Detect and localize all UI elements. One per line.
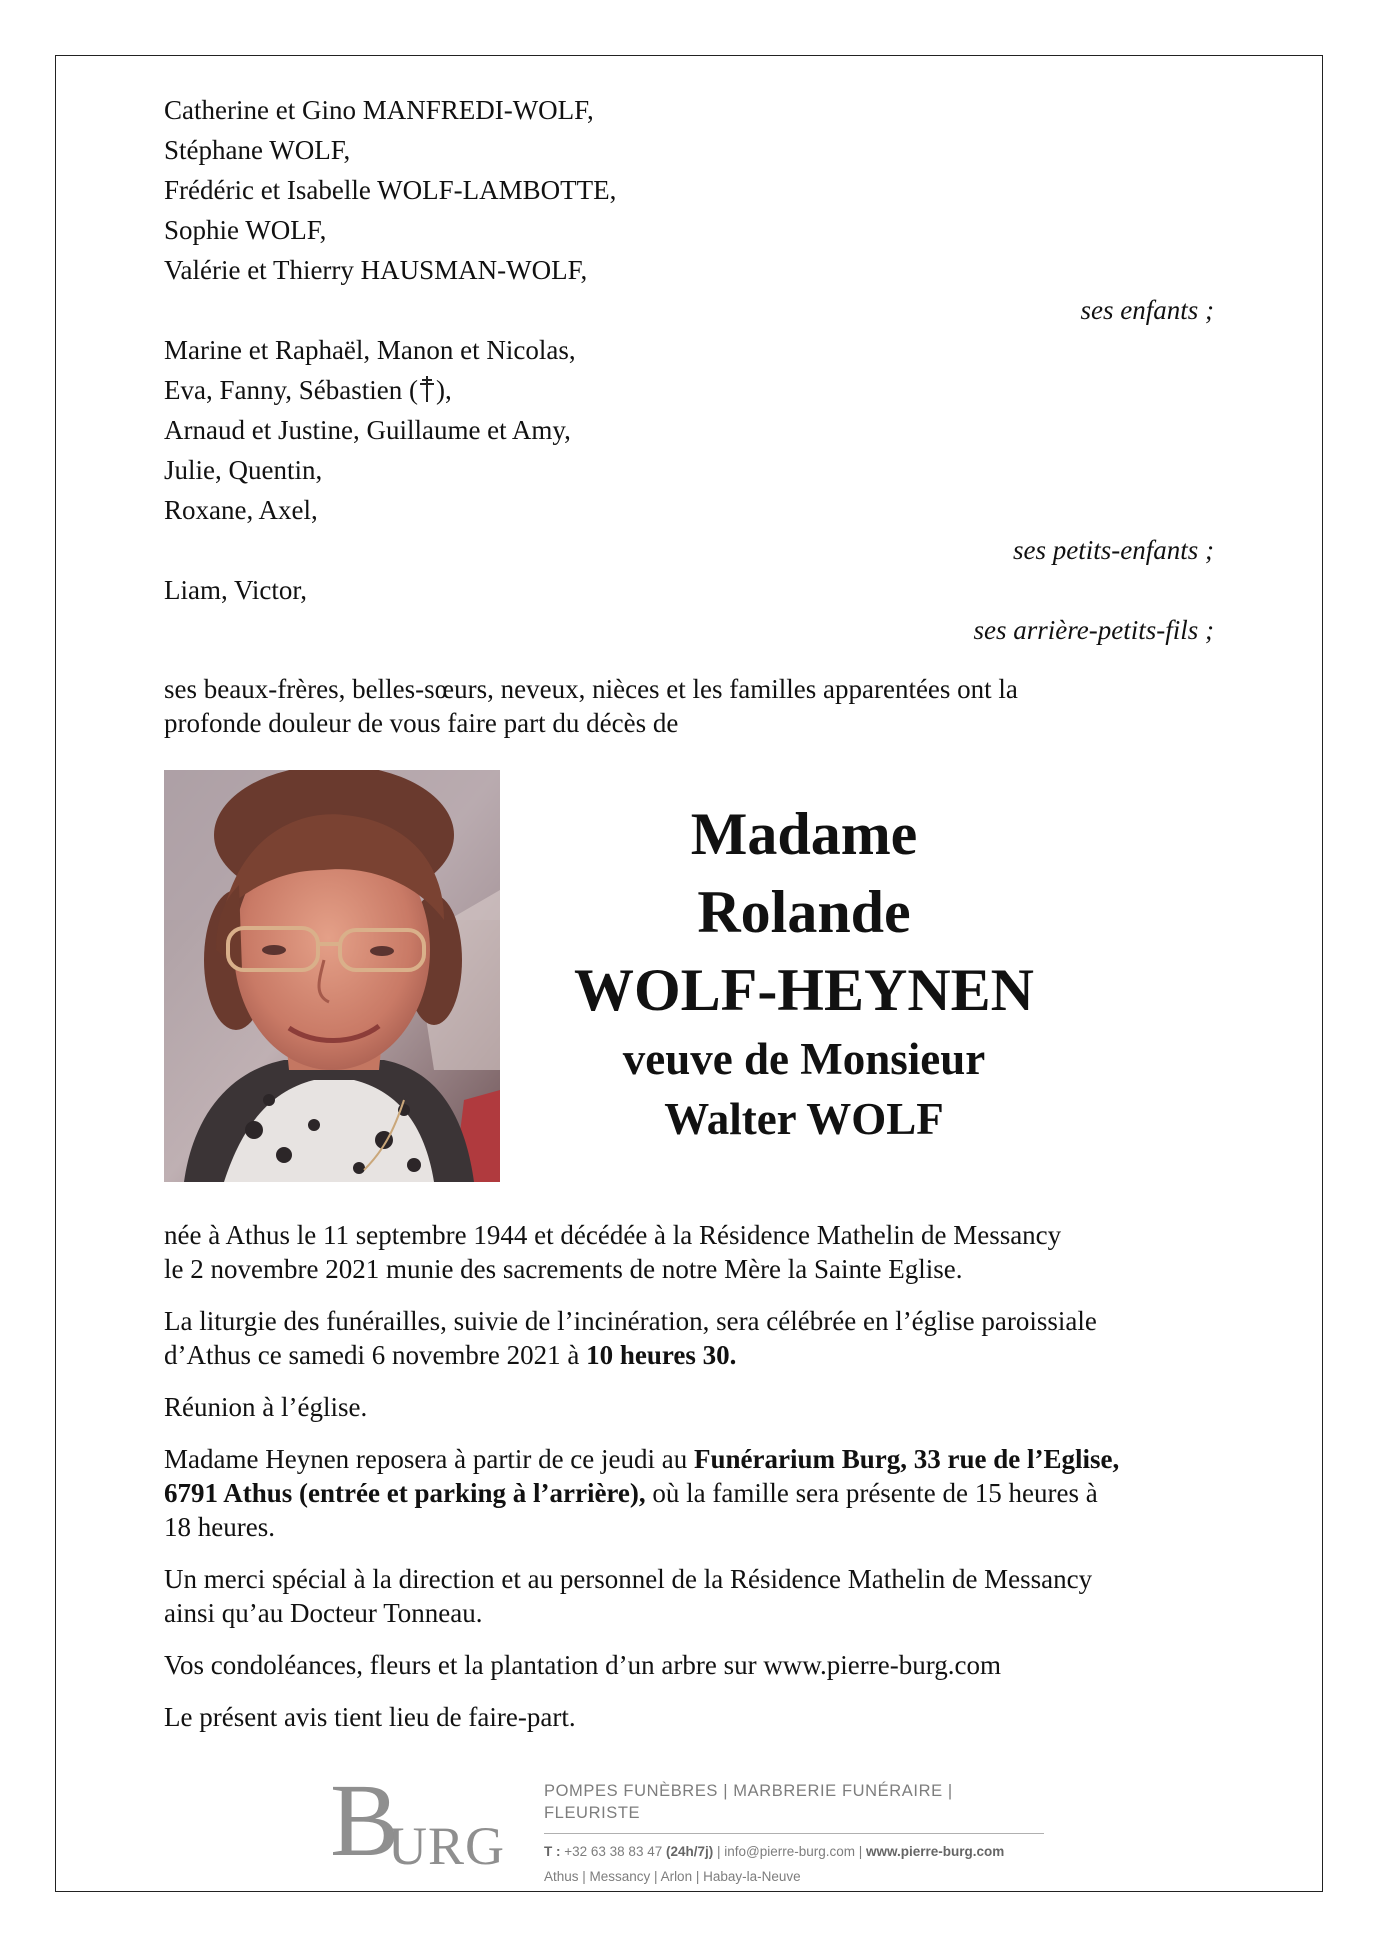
portrait-photo	[164, 770, 500, 1182]
email-link[interactable]: | info@pierre-burg.com |	[713, 1844, 867, 1859]
child-name: Sophie WOLF,	[164, 215, 327, 245]
burg-logo	[330, 1763, 510, 1880]
birth-paragraph	[164, 1218, 1214, 1286]
grandchildren-text: ),	[435, 375, 452, 405]
deceased-title: Madame	[690, 801, 918, 867]
child-name: Valérie et Thierry HAUSMAN-WOLF,	[164, 255, 588, 285]
cross-icon	[420, 376, 434, 402]
rest-line: 18 heures.	[164, 1512, 275, 1542]
obituary-text	[164, 90, 1214, 1734]
liturgy-line	[164, 1338, 1214, 1372]
deceased-first-name: Rolande	[697, 879, 911, 945]
children-section	[164, 90, 1214, 330]
grandchildren-line: Arnaud et Justine, Guillaume et Amy,	[164, 415, 571, 445]
website-link[interactable]: www.pierre-burg.com	[866, 1844, 1005, 1859]
liturgy-text: d’Athus ce samedi 6 novembre 2021 à	[164, 1340, 587, 1370]
spouse-name: Walter WOLF	[664, 1094, 944, 1144]
grandchildren-line: Julie, Quentin,	[164, 455, 323, 485]
thanks-paragraph	[164, 1562, 1214, 1630]
grandchildren-section	[164, 330, 1214, 570]
deceased-block	[164, 770, 1214, 1182]
rest-text: où la famille sera présente de 15 heures à	[645, 1478, 1098, 1508]
great-grandchildren-names: Liam, Victor,	[164, 575, 308, 605]
rest-place: 6791 Athus (entrée et parking à l’arrière),	[164, 1478, 646, 1508]
liturgy-time: 10 heures 30.	[586, 1340, 737, 1370]
meeting-paragraph: Réunion à l’église.	[164, 1392, 368, 1422]
birth-line: le 2 novembre 2021 munie des sacrements de notre Mère la Sainte Eglise.	[164, 1254, 963, 1284]
phone-number: +32 63 38 83 47	[564, 1844, 666, 1859]
liturgy-paragraph	[164, 1304, 1214, 1372]
intro-line: ses beaux-frères, belles-sœurs, neveux, nièces et les familles apparentées ont la	[164, 674, 1018, 704]
widow-line: veuve de Monsieur	[622, 1034, 986, 1084]
great-grandchildren-label: ses arrière-petits-fils ;	[973, 615, 1214, 645]
phone-hours: (24h/7j)	[665, 1844, 714, 1859]
intro-line: profonde douleur de vous faire part du décès de	[164, 708, 679, 738]
intro-paragraph	[164, 672, 1214, 740]
child-name: Frédéric et Isabelle WOLF-LAMBOTTE,	[164, 175, 617, 205]
child-name: Catherine et Gino MANFREDI-WOLF,	[164, 95, 594, 125]
rest-paragraph	[164, 1442, 1214, 1544]
footer	[330, 1763, 1060, 1884]
footer-contact	[544, 1842, 1044, 1862]
deceased-name-block	[534, 795, 1074, 1149]
grandchildren-text: Eva, Fanny, Sébastien (	[164, 375, 418, 405]
grandchildren-line: Roxane, Axel,	[164, 495, 318, 525]
logo-letter-b: B	[330, 1763, 400, 1878]
liturgy-line: La liturgie des funérailles, suivie de l’incinération, sera célébrée en l’église paroissiale	[164, 1306, 1097, 1336]
deceased-last-name: WOLF-HEYNEN	[573, 957, 1035, 1023]
thanks-line: ainsi qu’au Docteur Tonneau.	[164, 1598, 483, 1628]
thanks-line: Un merci spécial à la direction et au personnel de la Résidence Mathelin de Messancy	[164, 1564, 1093, 1594]
phone-label: T :	[544, 1844, 565, 1859]
rest-text: Madame Heynen reposera à partir de ce jeudi au	[164, 1444, 694, 1474]
grandchildren-line: Marine et Raphaël, Manon et Nicolas,	[164, 335, 576, 365]
rest-place: Funérarium Burg, 33 rue de l’Eglise,	[694, 1444, 1120, 1474]
child-name: Stéphane WOLF,	[164, 135, 351, 165]
footer-locations: Athus | Messancy | Arlon | Habay-la-Neuve	[544, 1869, 801, 1884]
footer-services: POMPES FUNÈBRES | MARBRERIE FUNÉRAIRE | FLEURISTE	[544, 1782, 953, 1822]
birth-line: née à Athus le 11 septembre 1944 et décédée à la Résidence Mathelin de Messancy	[164, 1220, 1062, 1250]
children-label: ses enfants ;	[1080, 295, 1214, 325]
great-grandchildren-section	[164, 570, 1214, 650]
condolences-paragraph: Vos condoléances, fleurs et la plantation d’un arbre sur www.pierre-burg.com	[164, 1650, 1001, 1680]
rest-line	[164, 1442, 1214, 1476]
grandchildren-line	[164, 370, 1214, 410]
footer-info	[544, 1780, 1044, 1887]
grandchildren-label: ses petits-enfants ;	[1013, 535, 1214, 565]
footer-divider	[544, 1833, 1044, 1834]
rest-line	[164, 1476, 1214, 1510]
notice-paragraph: Le présent avis tient lieu de faire-part.	[164, 1702, 576, 1732]
logo-letters: URG	[388, 1816, 506, 1876]
